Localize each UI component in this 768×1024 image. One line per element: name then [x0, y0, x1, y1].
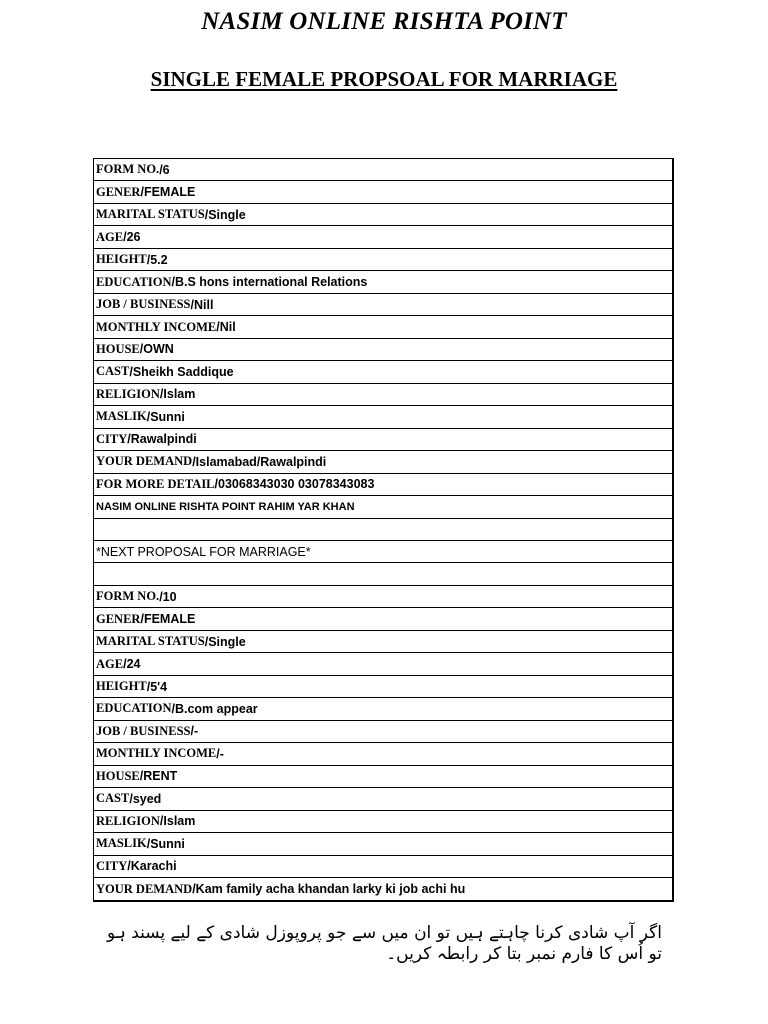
field-value: Islam — [163, 387, 196, 402]
field-separator: / — [140, 612, 144, 627]
field-value: Nill — [193, 297, 214, 312]
field-value: 10 — [162, 589, 177, 604]
field-label: HEIGHT — [96, 679, 147, 694]
field-separator: / — [216, 320, 220, 335]
row-height — [94, 676, 672, 698]
row-house — [94, 339, 672, 361]
field-value: Islamabad/Rawalpindi — [195, 454, 327, 469]
row-monthly-income — [94, 743, 672, 765]
field-label: YOUR DEMAND — [96, 454, 193, 469]
row-form-no — [94, 586, 672, 608]
field-label: CAST — [96, 364, 130, 379]
row-religion — [94, 811, 672, 833]
field-value: 5'4 — [150, 679, 168, 694]
field-separator: / — [127, 859, 131, 874]
field-label: RELIGION — [96, 386, 160, 401]
row-marital-status — [94, 204, 672, 226]
urdu-contact-instruction: اگر آپ شادی کرنا چاہتے ہیں تو ان میں سے جو پروپوزل شادی کے لیے پسند ہو تو اُس کا فارم نمبر بتا کر رابطہ کریں۔ — [107, 923, 662, 964]
field-label: EDUCATION — [96, 701, 172, 716]
contact-phone-numbers: 03068343030 03078343083 — [218, 477, 375, 492]
row-cast — [94, 788, 672, 810]
field-label: MARITAL STATUS — [96, 207, 205, 222]
row-maslik — [94, 833, 672, 855]
field-label: MASLIK — [96, 409, 147, 424]
field-separator: / — [146, 679, 151, 694]
field-separator: / — [139, 769, 144, 784]
row-gender — [94, 608, 672, 630]
field-separator: / — [139, 342, 144, 357]
field-separator: / — [204, 634, 209, 649]
row-agency-name — [94, 496, 672, 518]
field-separator: / — [123, 230, 127, 245]
row-empty — [94, 519, 672, 541]
field-label: GENER — [96, 611, 141, 626]
field-value: 5.2 — [150, 252, 168, 267]
field-separator: / — [171, 701, 175, 716]
field-label: CITY — [96, 858, 128, 873]
field-label: MARITAL STATUS — [96, 634, 205, 649]
field-separator: / — [123, 657, 127, 672]
field-separator: / — [129, 791, 133, 806]
field-label: AGE — [96, 656, 124, 671]
field-label: MASLIK — [96, 836, 147, 851]
row-form-no — [94, 159, 672, 181]
field-value: Nil — [219, 320, 236, 335]
field-separator: / — [190, 297, 194, 312]
field-label: FORM NO. — [96, 589, 160, 604]
page-title: NASIM ONLINE RISHTA POINT — [201, 8, 567, 35]
field-value: Sunni — [150, 409, 185, 424]
field-value: Sunni — [150, 836, 185, 851]
field-label: MONTHLY INCOME — [96, 319, 217, 334]
row-marital-status — [94, 631, 672, 653]
next-proposal-heading: *NEXT PROPOSAL FOR MARRIAGE* — [96, 544, 311, 559]
row-education — [94, 271, 672, 293]
row-cast — [94, 361, 672, 383]
row-age — [94, 226, 672, 248]
field-label: FOR MORE DETAIL — [96, 476, 215, 491]
field-value: RENT — [143, 769, 178, 784]
row-your-demand — [94, 451, 672, 473]
field-separator: / — [192, 882, 196, 897]
row-job — [94, 721, 672, 743]
field-value: 26 — [126, 230, 141, 245]
row-city — [94, 856, 672, 878]
row-education — [94, 698, 672, 720]
field-label: HOUSE — [96, 341, 140, 356]
field-label: FORM NO. — [96, 162, 160, 177]
field-separator: / — [159, 162, 163, 177]
field-value: FEMALE — [143, 185, 196, 200]
field-label: MONTHLY INCOME — [96, 746, 217, 761]
field-value: Islam — [163, 814, 196, 829]
field-separator: / — [129, 364, 133, 379]
field-value: Karachi — [130, 859, 177, 874]
field-separator: / — [127, 432, 131, 447]
field-separator: / — [140, 185, 144, 200]
field-separator: / — [190, 724, 194, 739]
field-label: JOB / BUSINESS — [96, 297, 191, 312]
row-your-demand — [94, 878, 672, 900]
field-separator: / — [214, 477, 219, 492]
field-separator: / — [216, 746, 220, 761]
page-subtitle: SINGLE FEMALE PROPSOAL FOR MARRIAGE — [150, 67, 618, 91]
row-more-detail — [94, 474, 672, 496]
row-job — [94, 294, 672, 316]
field-value: OWN — [143, 342, 174, 357]
field-label: GENER — [96, 184, 141, 199]
row-monthly-income — [94, 316, 672, 338]
field-label: EDUCATION — [96, 274, 172, 289]
field-value: Single — [208, 634, 246, 649]
row-empty — [94, 563, 672, 585]
field-value: B.com appear — [174, 701, 258, 716]
field-label: CITY — [96, 431, 128, 446]
field-value: - — [219, 746, 224, 761]
row-height — [94, 249, 672, 271]
field-value: syed — [132, 791, 162, 806]
field-label: HEIGHT — [96, 252, 147, 267]
field-label: RELIGION — [96, 813, 160, 828]
row-next-proposal-heading — [94, 541, 672, 563]
field-value: 24 — [126, 657, 141, 672]
field-value: Single — [208, 207, 246, 222]
field-separator: / — [204, 207, 209, 222]
field-separator: / — [159, 387, 164, 402]
field-separator: / — [146, 409, 151, 424]
field-separator: / — [171, 275, 175, 290]
field-separator: / — [146, 836, 151, 851]
field-value: 6 — [162, 162, 170, 177]
field-separator: / — [192, 454, 196, 469]
field-value: Rawalpindi — [130, 432, 197, 447]
agency-name: NASIM ONLINE RISHTA POINT RAHIM YAR KHAN — [96, 500, 355, 513]
row-city — [94, 429, 672, 451]
field-label: AGE — [96, 229, 124, 244]
field-value: - — [193, 724, 199, 739]
field-label: YOUR DEMAND — [96, 881, 193, 896]
field-value: FEMALE — [143, 612, 196, 627]
field-value: Kam family acha khandan larky ki job achi hu — [195, 882, 466, 897]
field-label: HOUSE — [96, 768, 140, 783]
row-gender — [94, 181, 672, 203]
field-separator: / — [159, 814, 164, 829]
field-value: Sheikh Saddique — [132, 364, 234, 379]
field-label: CAST — [96, 791, 130, 806]
row-age — [94, 653, 672, 675]
row-house — [94, 766, 672, 788]
row-religion — [94, 384, 672, 406]
field-value: B.S hons international Relations — [174, 275, 368, 290]
proposal-table — [93, 158, 674, 902]
field-separator: / — [159, 589, 163, 604]
row-maslik — [94, 406, 672, 428]
field-separator: / — [146, 252, 151, 267]
field-label: JOB / BUSINESS — [96, 723, 191, 738]
